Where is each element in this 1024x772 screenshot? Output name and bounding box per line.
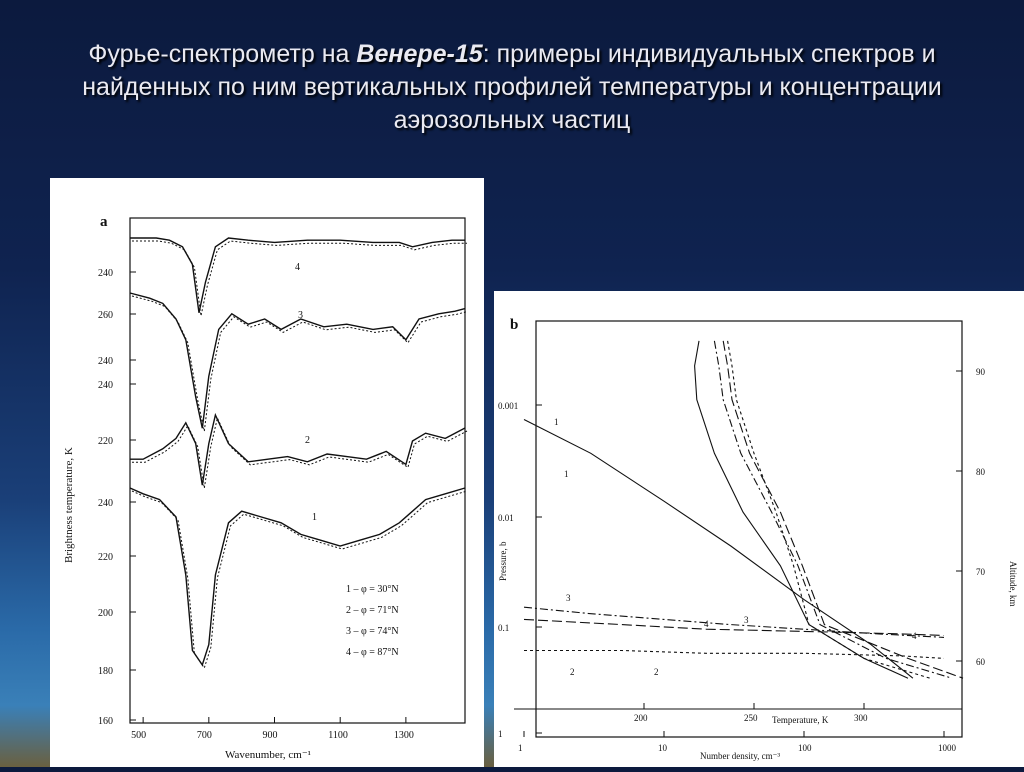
curve-label-b: 1 xyxy=(564,469,569,479)
x-tick-label-a: 1300 xyxy=(393,730,414,741)
curve-label-b: 2 xyxy=(654,667,659,677)
y2-tick-label-b: 60 xyxy=(976,657,985,667)
x-tick-label-b: 250 xyxy=(744,713,758,723)
y2-tick-label-b: 70 xyxy=(976,567,985,577)
panel-a-label: a xyxy=(100,214,108,230)
temperature-profile-1 xyxy=(695,341,908,678)
curve-label-a: 3 xyxy=(298,310,303,321)
y-tick-label-a: 240 xyxy=(98,356,113,367)
curve-label-b: 3 xyxy=(744,615,749,625)
legend-entry-a: 1 – φ = 30°N xyxy=(346,584,399,595)
temperature-axis-label: Temperature, K xyxy=(772,715,829,725)
plot-frame-a xyxy=(130,218,465,723)
density-axis-label: Number density, cm⁻³ xyxy=(700,751,781,761)
x-tick-label-a: 1100 xyxy=(328,730,348,741)
spectrum-fit-line-4 xyxy=(132,241,467,316)
y-tick-label-b: 1 xyxy=(498,729,503,739)
y-tick-label-a: 240 xyxy=(98,268,113,279)
density-profile-1 xyxy=(524,420,913,679)
y-tick-label-a: 240 xyxy=(98,498,113,509)
y-tick-label-a: 240 xyxy=(98,380,113,391)
temperature-profile-2 xyxy=(728,341,930,678)
y2-tick-label-b: 80 xyxy=(976,467,985,477)
density-profile-2 xyxy=(524,651,944,659)
curve-label-b: 3 xyxy=(566,593,571,603)
chart-a-svg xyxy=(50,178,484,767)
y-tick-label-b: 0.001 xyxy=(498,401,519,411)
curve-label-a: 4 xyxy=(295,262,300,273)
spectrum-line-4 xyxy=(130,238,465,313)
y-tick-label-b: 0.1 xyxy=(498,623,510,633)
x-tick-label-b: 200 xyxy=(634,713,648,723)
x-tick-label-a: 500 xyxy=(131,730,147,741)
x2-tick-label-b: 10 xyxy=(658,743,667,753)
y-tick-label-a: 180 xyxy=(98,666,113,677)
x-tick-label-a: 700 xyxy=(196,730,212,741)
title-part1: Фурье-спектрометр на xyxy=(88,40,357,68)
y-axis-label-b: Pressure, b xyxy=(498,541,508,581)
curve-label-a: 1 xyxy=(312,512,317,523)
legend-entry-a: 3 – φ = 74°N xyxy=(346,626,399,637)
y-tick-label-a: 200 xyxy=(98,608,113,619)
y-tick-label-a: 160 xyxy=(98,716,113,727)
curve-label-b: 1 xyxy=(554,417,559,427)
spectrum-fit-line-1 xyxy=(132,491,467,668)
y-tick-label-a: 220 xyxy=(98,436,113,447)
title-part2: : примеры индивидуальных спектров и найденных по ним вертикальных профилей температуры и концентрации аэрозольных частиц xyxy=(82,40,942,134)
chart-panel-a xyxy=(50,178,484,767)
density-profile-4 xyxy=(524,619,944,635)
legend-entry-a: 4 – φ = 87°N xyxy=(346,647,399,658)
y-tick-label-b: 0.01 xyxy=(498,513,514,523)
curve-label-a: 2 xyxy=(305,435,310,446)
x2-tick-label-b: 100 xyxy=(798,743,812,753)
temperature-profile-4 xyxy=(723,341,963,678)
x2-tick-label-b: 1000 xyxy=(938,743,956,753)
x2-tick-label-b: 1 xyxy=(518,743,523,753)
y-axis-label-a: Brightness temperature, K xyxy=(63,447,75,563)
chart-b-svg xyxy=(494,291,1024,767)
spectrum-line-2 xyxy=(130,415,465,485)
y2-tick-label-b: 90 xyxy=(976,367,985,377)
y-tick-label-a: 220 xyxy=(98,552,113,563)
y-tick-label-a: 260 xyxy=(98,310,113,321)
plot-frame-b xyxy=(536,321,962,737)
curve-label-b: 4 xyxy=(704,619,709,629)
title-bold: Венере-15 xyxy=(356,40,483,68)
panel-b-label: b xyxy=(510,317,519,333)
x-tick-label-b: 300 xyxy=(854,713,868,723)
y2-axis-label-b: Altitude, km xyxy=(1008,561,1018,607)
legend-entry-a: 2 – φ = 71°N xyxy=(346,605,399,616)
x-tick-label-a: 900 xyxy=(262,730,278,741)
slide-title xyxy=(60,38,964,137)
curve-label-b: 4 xyxy=(912,631,917,641)
chart-panel-b xyxy=(494,291,1024,767)
x-axis-label-a: Wavenumber, cm⁻¹ xyxy=(225,749,311,761)
curve-label-b: 2 xyxy=(570,667,575,677)
